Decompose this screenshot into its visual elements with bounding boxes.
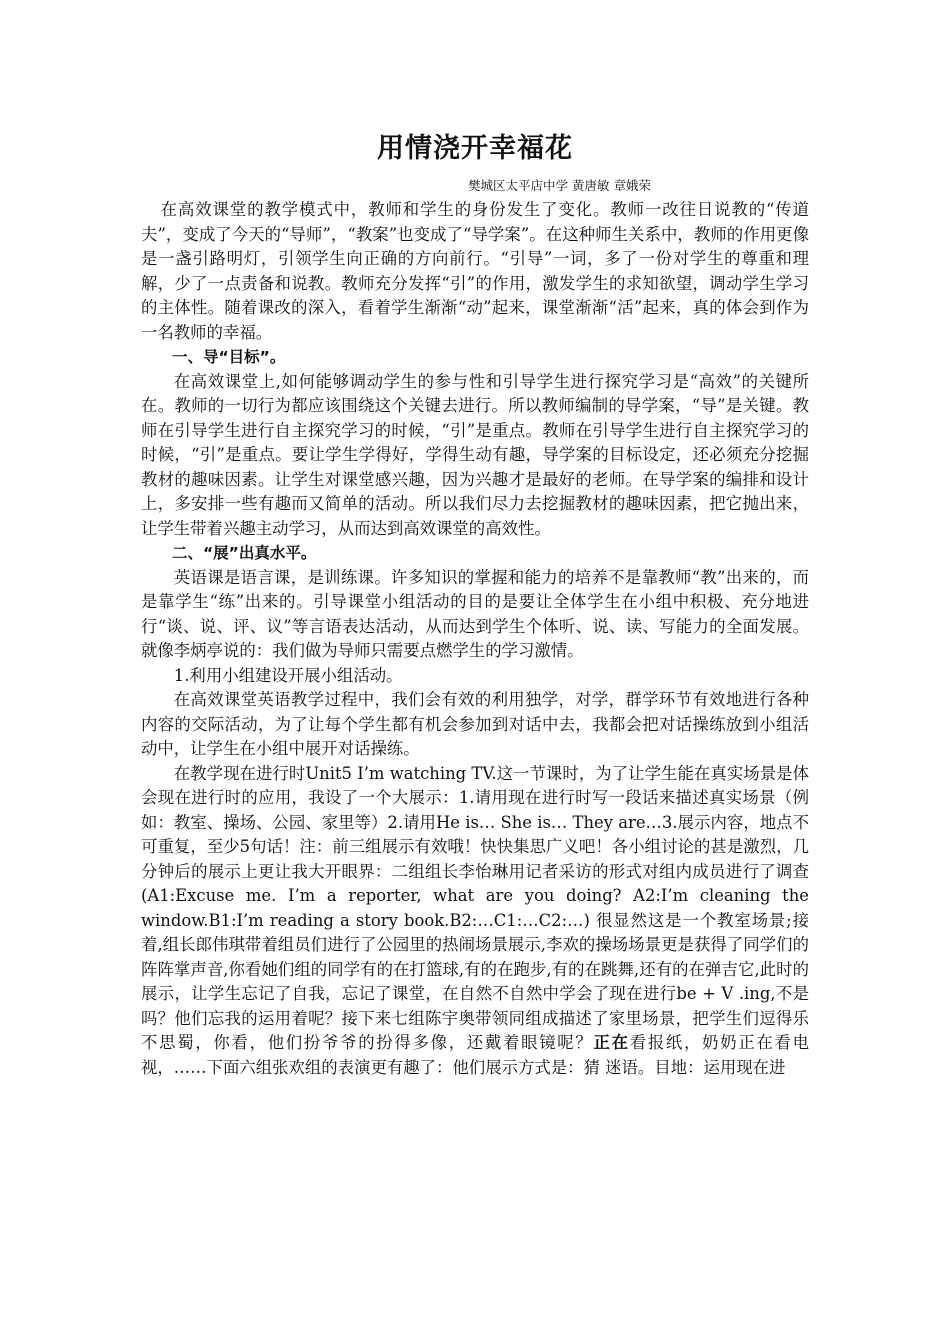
section-heading-2: 二、“展”出真水平。: [172, 544, 317, 562]
paragraph-3: 在高效课堂英语教学过程中，我们会有效的利用独学，对学，群学环节有效地进行各种内容的交际活动，为了让每个学生都有机会参加到对话中去，我都会把对话操练放到小组活动中，让学生在小组中展开对话操练。: [141, 690, 809, 758]
author-byline: 樊城区太平店中学 黄唐敏 章娥荣: [468, 178, 651, 193]
paragraph-2: 英语课是语言课，是训练课。许多知识的掌握和能力的培养不是靠教师“教”出来的，而是靠学生“练”出来的。引导课堂小组活动的目的是要让全体学生在小组中积极、充分地进行“谈、说、评、议”等言语表达活动，从而达到学生个体听、说、读、写能力的全面发展。就像李炳亭说的：我们做为导师只需要点燃学生的学习激情。: [141, 567, 809, 660]
document-title: 用情浇开幸福花: [377, 133, 573, 164]
paragraph-4-bold: 正在: [593, 1033, 630, 1052]
paragraph-4-part-b: 看报纸，奶奶正在看电视，……下面六组张欢组的表演更有趣了：他们展示方式是：猜 迷语。目地：运用现在进: [141, 1033, 810, 1077]
paragraph-4-part-a: 在教学现在进行时Unit5 I’m watching TV.这一节课时，为了让学生能在真实场景是体会现在进行时的应用，我设了一个大展示：1.请用现在进行时写一段话来描述真实场景（例如：教室、操场、公园、家里等）2.请用He is… She is… They are…3.展示内容，地点不可重复，至少5句话！注：前三组展示有效哦！快快集思广义吧！各小组讨论的甚是激烈，几分钟后的展示上更让我大开眼界：二组组长李怡琳用记者采访的形式对组内成员进行了调查(A1:Excuse me. I’m a reporter, what are you doing? A2:I’m cleaning the window.B1:I’m reading a story book.B2:…C1:…C2:…) 很显然这是一个教室场景;接着,组长郎伟琪带着组员们进行了公园里的热闹场景展示,李欢的操场场景更是获得了同学们的阵阵掌声音,你看她们组的同学有的在打篮球,有的在跑步,有的在跳舞,还有的在弹吉它,此时的展示，让学生忘记了自我，忘记了课堂，在自然不自然中学会了现在进行be + V .ing,不是吗？他们忘我的运用着呢？接下来七组陈宇奥带领同组成描述了家里场景，把学生们逗得乐不思蜀，你看，他们扮爷爷的扮得多像，还戴着眼镜呢？: [141, 763, 809, 1052]
subsection-heading-1: 1.利用小组建设开展小组活动。: [173, 665, 403, 685]
intro-paragraph: 在高效课堂的教学模式中，教师和学生的身份发生了变化。教师一改往日说教的“传道夫”，变成了今天的“导师”，“教案”也变成了“导学案”。在这种师生关系中，教师的作用更像是一盏引路明灯，引领学生向正确的方向前行。“引导”一词，多了一份对学生的尊重和理解，少了一点责备和说教。教师充分发挥“引”的作用，激发学生的求知欲望，调动学生学习的主体性。随着课改的深入，看着学生渐渐“动”起来，课堂渐渐“活”起来，真的体会到作为一名教师的幸福。: [141, 200, 809, 342]
paragraph-1: 在高效课堂上,如何能够调动学生的参与性和引导学生进行探究学习是“高效”的关键所在。教师的一切行为都应该围绕这个关键去进行。所以教师编制的导学案，“导”是关键。教师在引导学生进行自主探究学习的时候，“引”是重点。教师在引导学生进行自主探究学习的时候，“引”是重点。要让学生学得好，学得生动有趣，导学案的目标设定，还必须充分挖掘教材的趣味因素。让学生对课堂感兴趣，因为兴趣才是最好的老师。在导学案的编排和设计上，多安排一些有趣而又简单的活动。所以我们尽力去挖掘教材的趣味因素，把它抛出来，让学生带着兴趣主动学习，从而达到高效课堂的高效性。: [141, 371, 809, 538]
paragraph-4: [141, 762, 809, 1081]
section-heading-1: 一、导“目标”。: [172, 348, 286, 366]
document-body: [141, 198, 809, 1080]
